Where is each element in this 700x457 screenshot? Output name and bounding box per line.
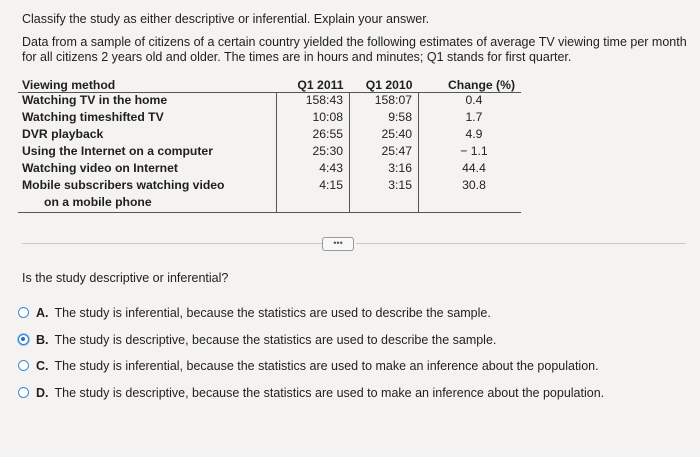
option-text: The study is inferential, because the statistics are used to describe the sample.: [54, 306, 491, 320]
option-letter: D.: [36, 385, 49, 400]
cell-change: 0.4: [465, 93, 483, 107]
question-title: Classify the study as either descriptive or inferential. Explain your answer.: [22, 12, 430, 26]
question-intro: Data from a sample of citizens of a certain country yielded the following estimates of average TV viewing time per month for all citizens 2 years old and older. The times are in hours and minutes; Q1 stands for first quarter.: [22, 35, 687, 64]
cell-q1-2011: 26:55: [277, 127, 350, 144]
header-q1-2010: Q1 2010: [350, 76, 419, 93]
radio-option-b[interactable]: [18, 334, 29, 345]
cell-method: Watching video on Internet: [22, 161, 178, 175]
cell-q1-2010: 3:16: [350, 161, 419, 178]
option-a[interactable]: [18, 306, 604, 333]
cell-q1-2010: 25:47: [350, 144, 419, 161]
cell-q1-2011: 4:43: [277, 161, 350, 178]
radio-option-c[interactable]: [18, 360, 29, 371]
cell-q1-2010: 25:40: [350, 127, 419, 144]
cell-method: on a mobile phone: [18, 195, 277, 213]
answer-options: [18, 306, 604, 412]
section-divider: [356, 243, 686, 244]
cell-q1-2011: 158:43: [277, 93, 350, 111]
radio-option-a[interactable]: [18, 307, 29, 318]
option-text: The study is descriptive, because the statistics are used to describe the sample.: [54, 332, 497, 347]
cell-change: − 1.1: [460, 144, 488, 158]
header-change: Change (%): [419, 76, 522, 93]
cell-q1-2010: 9:58: [350, 110, 419, 127]
option-c[interactable]: [18, 359, 604, 386]
cell-change: [419, 195, 522, 213]
cell-method: Using the Internet on a computer: [22, 144, 213, 158]
table-row: [18, 161, 521, 178]
header-viewing-method: Viewing method: [18, 76, 277, 93]
cell-q1-2011: [277, 195, 350, 213]
cell-method: Watching TV in the home: [22, 93, 168, 107]
table-row: [18, 127, 521, 144]
header-q1-2011: Q1 2011: [277, 76, 350, 93]
section-divider: [22, 243, 322, 244]
question-prompt: Is the study descriptive or inferential?: [22, 271, 229, 285]
table-row: [18, 144, 521, 161]
option-text: The study is descriptive, because the statistics are used to make an inference about the population.: [54, 385, 605, 400]
cell-change: 30.8: [462, 178, 486, 192]
cell-change: 4.9: [465, 127, 483, 141]
table-row: [18, 110, 521, 127]
option-letter: B.: [36, 332, 49, 347]
cell-method: Mobile subscribers watching video: [22, 178, 225, 192]
cell-method: Watching timeshifted TV: [22, 110, 164, 124]
viewing-time-table: [18, 76, 521, 213]
cell-method: DVR playback: [22, 127, 104, 141]
cell-q1-2011: 10:08: [277, 110, 350, 127]
cell-q1-2010: 3:15: [350, 178, 419, 195]
table-row: [18, 178, 521, 195]
table-row: [18, 195, 521, 213]
expand-more-button[interactable]: •••: [322, 237, 354, 251]
cell-q1-2011: 4:15: [277, 178, 350, 195]
cell-q1-2011: 25:30: [277, 144, 350, 161]
option-letter: C.: [36, 359, 49, 373]
table-row: [18, 93, 521, 111]
option-b[interactable]: [18, 333, 604, 360]
cell-change: 1.7: [465, 110, 483, 124]
cell-q1-2010: [350, 195, 419, 213]
cell-change: 44.4: [462, 161, 486, 175]
radio-option-d[interactable]: [18, 387, 29, 398]
option-d[interactable]: [18, 386, 604, 413]
cell-q1-2010: 158:07: [350, 93, 419, 111]
table-header-row: [18, 76, 521, 93]
option-text: The study is inferential, because the statistics are used to make an inference about the population.: [54, 359, 599, 373]
option-letter: A.: [36, 306, 49, 320]
